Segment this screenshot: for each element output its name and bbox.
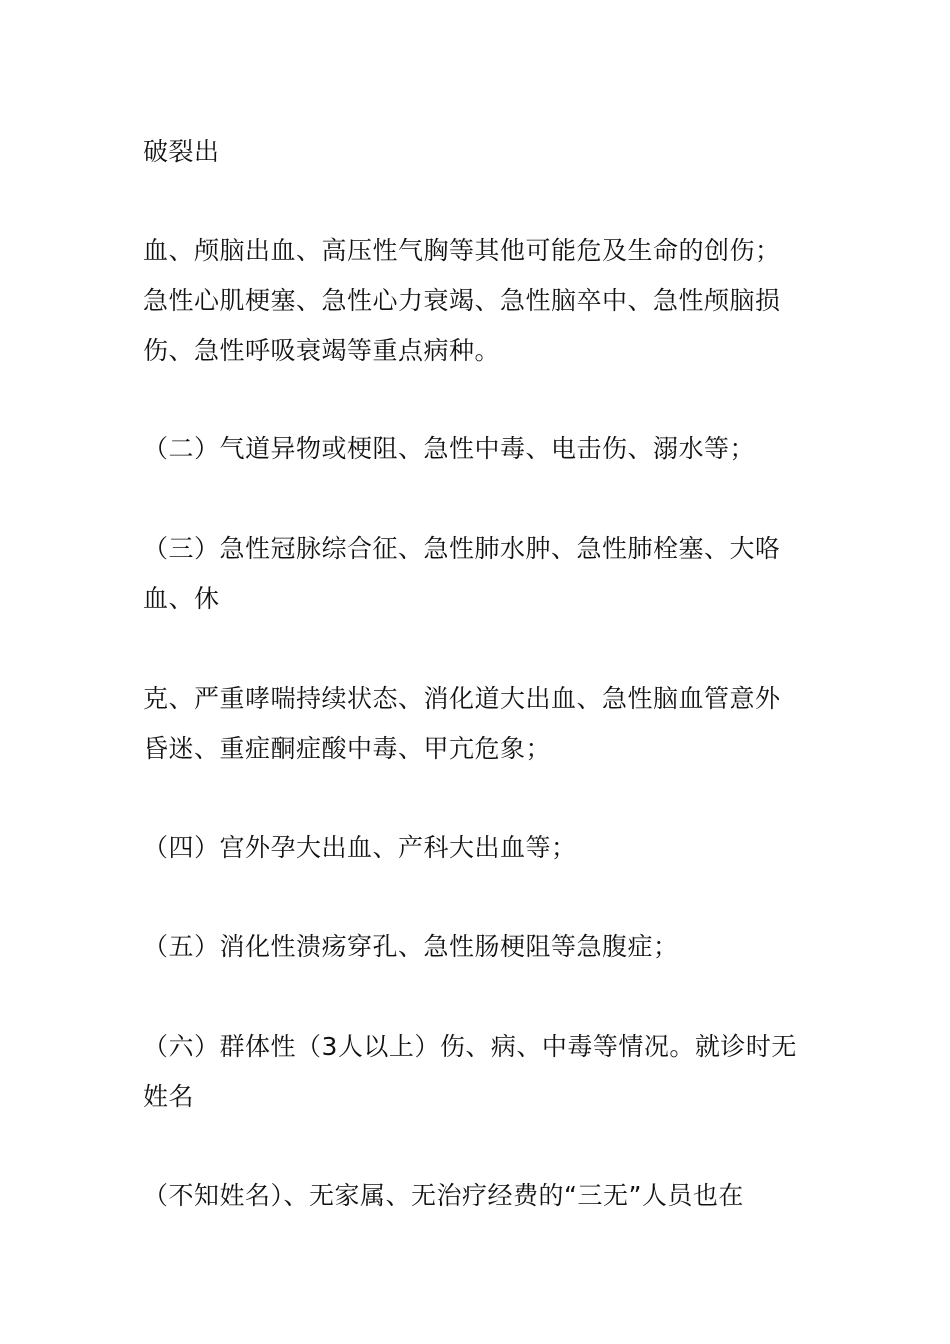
paragraph-9-line-1: （不知姓名）、无家属、无治疗经费的“三无”人员也在	[143, 1181, 744, 1210]
paragraph-2-line-3: 伤、急性呼吸衰竭等重点病种。	[143, 336, 501, 365]
paragraph-8-line-1: （六）群体性（3人以上）伤、病、中毒等情况。就诊时无	[143, 1032, 797, 1061]
paragraph-5-line-1: 克、严重哮喘持续状态、消化道大出血、急性脑血管意外	[143, 684, 781, 713]
paragraph-5-line-2: 昏迷、重症酮症酸中毒、甲亢危象；	[143, 734, 552, 763]
paragraph-7-line-1: （五）消化性溃疡穿孔、急性肠梗阻等急腹症；	[143, 932, 679, 961]
paragraph-3-line-1: （二）气道异物或梗阻、急性中毒、电击伤、溺水等；	[143, 434, 756, 463]
paragraph-2-line-1: 血、颅脑出血、高压性气胸等其他可能危及生命的创伤；	[143, 236, 781, 265]
paragraph-4-line-2: 血、休	[143, 584, 220, 613]
paragraph-4-line-1: （三）急性冠脉综合征、急性肺水肿、急性肺栓塞、大咯	[143, 534, 781, 563]
paragraph-1-line-1: 破裂出	[143, 137, 220, 166]
paragraph-8-line-2: 姓名	[143, 1082, 195, 1111]
paragraph-6-line-1: （四）宫外孕大出血、产科大出血等；	[143, 833, 577, 862]
paragraph-2-line-2: 急性心肌梗塞、急性心力衰竭、急性脑卒中、急性颅脑损	[143, 286, 781, 315]
